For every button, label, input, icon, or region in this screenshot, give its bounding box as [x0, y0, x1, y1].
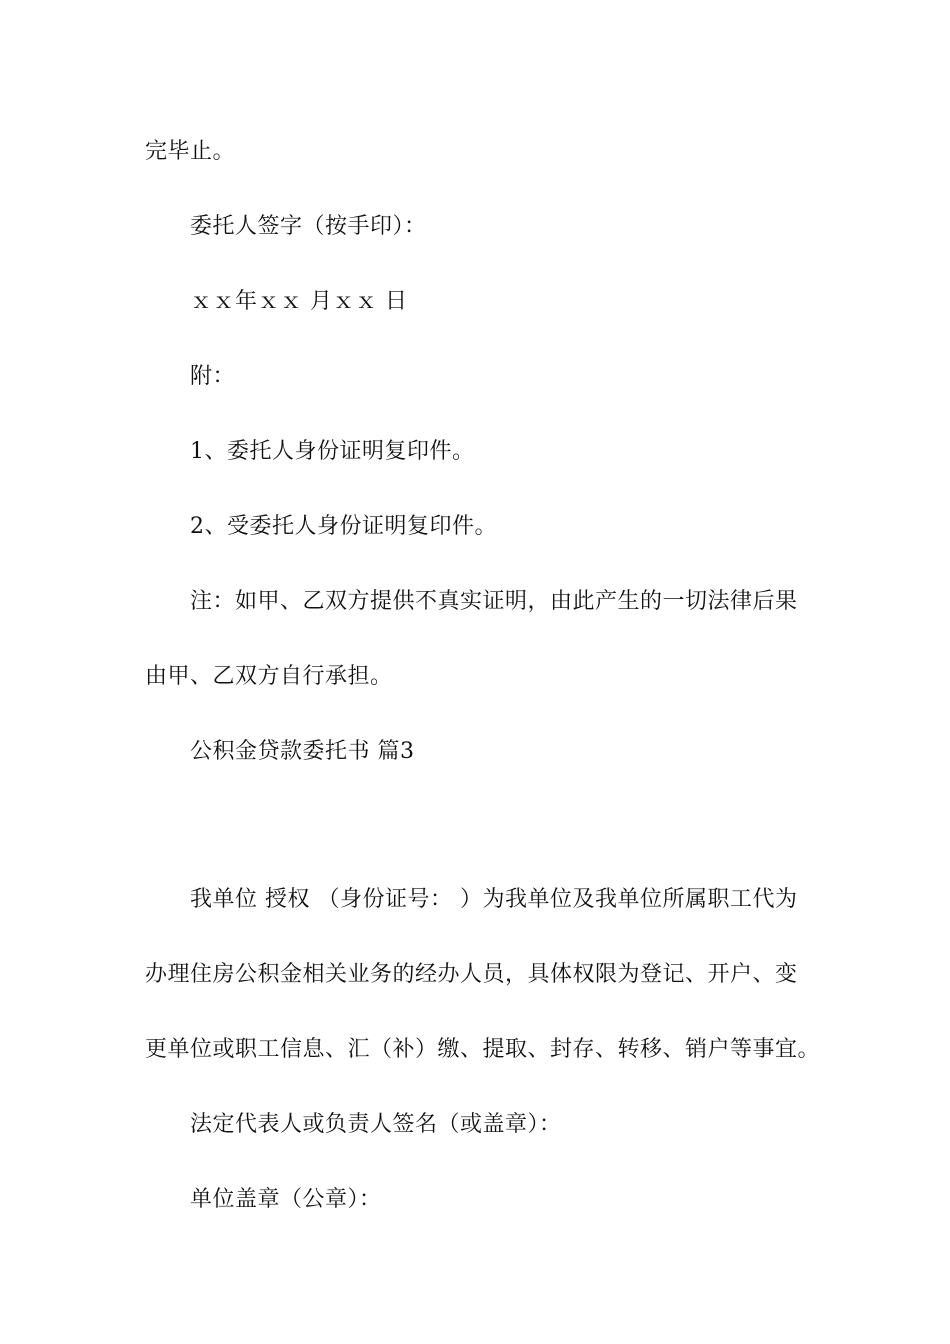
section-title: 公积金贷款委托书 篇3: [190, 739, 415, 764]
authorization-line-3: 更单位或职工信息、汇（补）缴、提取、封存、转移、销户等事宜。: [145, 1037, 821, 1062]
attachment-heading: 附：: [190, 364, 236, 389]
date-line: ｘｘ年ｘｘ 月ｘｘ 日: [190, 289, 408, 314]
unit-seal-label: 单位盖章（公章）：: [190, 1187, 382, 1212]
principal-signature-label: 委托人签字（按手印）：: [190, 214, 427, 239]
legal-representative-signature-label: 法定代表人或负责人签名（或盖章）：: [190, 1112, 562, 1137]
note-line-1: 注：如甲、乙双方提供不真实证明，由此产生的一切法律后果: [190, 589, 798, 614]
text-line-completion: 完毕止。: [145, 139, 236, 164]
attachment-item-2: 2、受委托人身份证明复印件。: [190, 514, 497, 539]
note-line-2: 由甲、乙双方自行承担。: [145, 664, 393, 689]
authorization-line-1: 我单位 授权 （身份证号： ）为我单位及我单位所属职工代为: [190, 887, 798, 912]
attachment-item-1: 1、委托人身份证明复印件。: [190, 439, 475, 464]
authorization-line-2: 办理住房公积金相关业务的经办人员，具体权限为登记、开户、变: [145, 962, 798, 987]
